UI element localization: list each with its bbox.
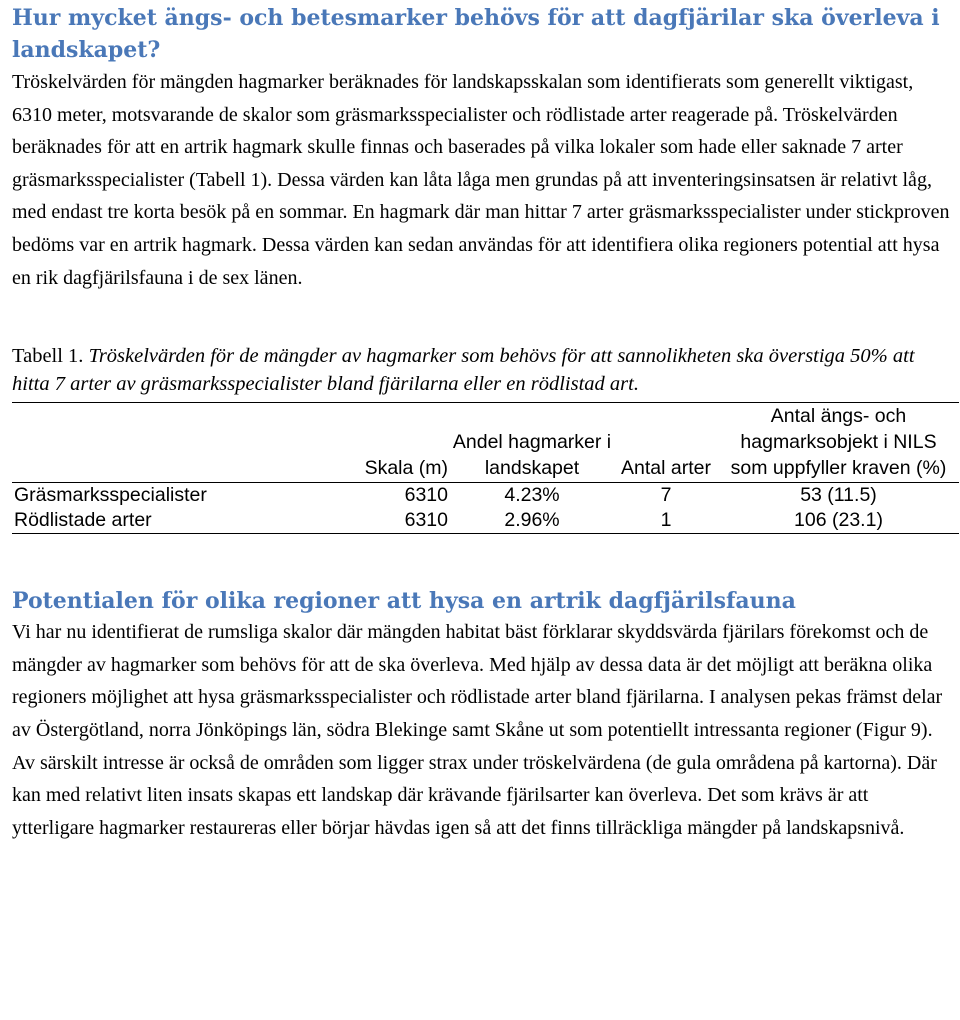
table-row — [12, 508, 959, 534]
sentence: Dessa värden kan låta låga men grundas på att inventeringsinsatsen är relativt låg, med endast tre korta besök på en sommar. — [12, 168, 932, 224]
table-cell: 6310 — [404, 484, 448, 507]
table-cell: 6310 — [321, 508, 450, 534]
table-cell: 53 (11.5) — [800, 484, 877, 507]
section-heading: Potentialen för olika regioner att hysa en artrik dagfjärilsfauna — [12, 588, 796, 615]
table-cell: Rödlistade arter — [12, 508, 321, 534]
table-cell: 7 — [660, 484, 672, 507]
paragraph-thresholds — [12, 66, 952, 294]
table-caption-text: Tröskelvärden för de mängder av hagmarker som behövs för att sannolikheten ska överstiga 50% att hitta 7 arter av gräsmarksspecialister bland fjärilarna eller en rödlistad art. — [12, 345, 915, 396]
table-cell: 106 (23.1) — [718, 508, 959, 534]
table-caption-label: Tabell 1. — [12, 345, 84, 368]
table-header-cell: Antal arter — [614, 403, 718, 483]
table-cell: 4.23% — [504, 484, 560, 507]
table-row — [12, 483, 959, 509]
document-page — [12, 0, 952, 844]
section-heading: Hur mycket ängs- och betesmarker behövs för att dagfjärilar ska överleva i landskapet? — [12, 5, 940, 63]
sentence: Tröskelvärden för mängden hagmarker beräknades för landskapsskalan som identifierats som generellt viktigast, 6310 meter, motsvarande de skalor som gräsmarksspecialister och rödlistade arter reagerade på. — [12, 71, 914, 126]
sentence: En hagmark där man hittar 7 arter gräsmarksspecialister under stickproven bedöms var en artrik hagmark. — [12, 201, 950, 256]
sentence: Där kan med relativt liten insats skapas ett landskap där krävande fjärilsarter kan överleva. — [12, 751, 937, 807]
table-cell: 1 — [614, 508, 718, 534]
table-header-cell: Antal ängs- och hagmarksobjekt i NILS som uppfyller kraven (%) — [718, 403, 959, 483]
table-cell: Gräsmarksspecialister — [14, 484, 207, 507]
paragraph-potential — [12, 616, 952, 844]
sentence: Med hjälp av dessa data är det möjligt att beräkna olika regioners möjlighet att hysa gräsmarksspecialister och rödlistade arter bland fjärilarna. — [12, 653, 933, 709]
table-header-cell: Skala (m) — [321, 403, 450, 483]
sentence: Vi har nu identifierat de rumsliga skalor där mängden habitat bäst förklarar skyddsvärda fjärilars förekomst och de mängder av hagmarker som behövs för att de ska överleva. — [12, 621, 929, 676]
sentence: Det som krävs är att ytterligare hagmarker restaureras eller börjar hävdas igen så att det finns tillräckliga mängder på landskapsnivå. — [12, 784, 905, 839]
sentence: Tröskelvärden beräknades för att en artrik hagmark skulle finnas och baserades på vilka lokaler som hade eller saknade 7 arter gräsmarksspecialister (Tabell 1). — [12, 103, 903, 191]
table-header-cell: Andel hagmarker i landskapet — [450, 403, 614, 483]
table-cell: 2.96% — [450, 508, 614, 534]
table-header-row — [12, 403, 959, 483]
table-header-cell — [12, 403, 321, 483]
sentence: Dessa värden kan sedan användas för att identifiera olika regioners potential att hysa en rik dagfjärilsfauna i de sex länen. — [12, 233, 940, 289]
sentence: Av särskilt intresse är också de områden som ligger strax under tröskelvärdena (de gula områdena på kartorna). — [12, 751, 902, 774]
table-caption — [12, 342, 952, 398]
sentence: I analysen pekas främst delar av Östergötland, norra Jönköpings län, södra Blekinge samt Skåne ut som potentiellt intressanta regioner (Figur 9). — [12, 686, 943, 741]
threshold-table — [12, 402, 959, 534]
